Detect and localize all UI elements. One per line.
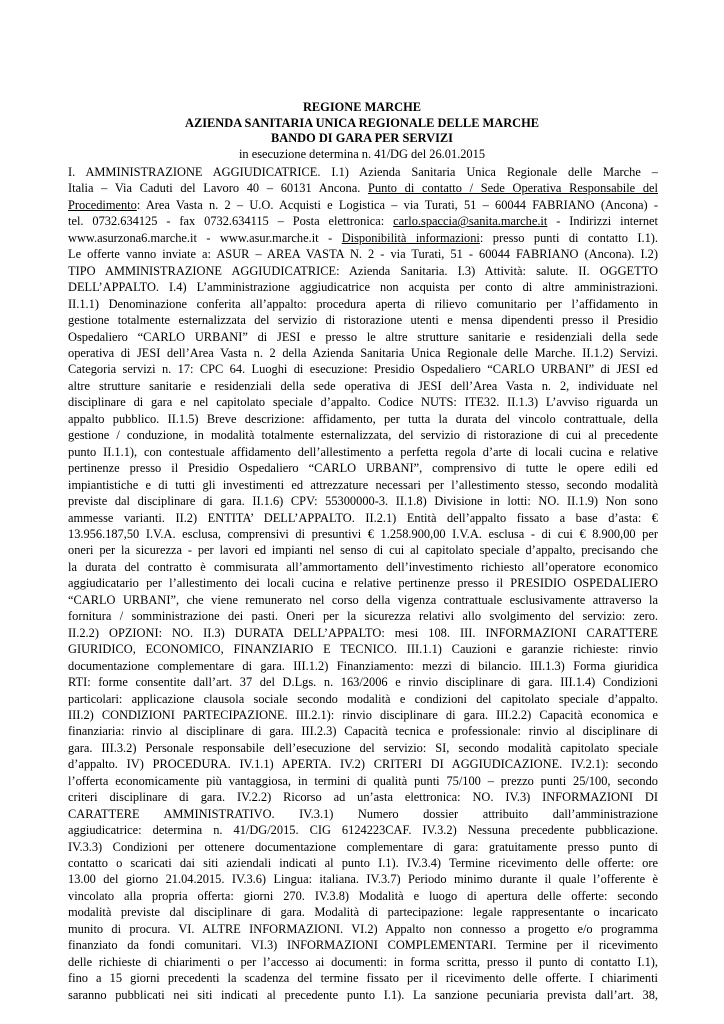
body-text: DELL’APPALTO. I.4) L’amministrazione aggiudicatrice non acquista per conto di altre amministrazioni. bbox=[68, 280, 658, 295]
body-line bbox=[68, 575, 658, 591]
body-text: CARATTERE AMMINISTRATIVO. IV.3.1) Numero dossier attribuito dall’amministrazione bbox=[68, 806, 658, 821]
body-text: contatto o scaricati dai siti aziendali indicati al punto I.1). IV.3.4) Termine ricevimento delle offerte: ore bbox=[68, 856, 658, 871]
body-line bbox=[68, 658, 658, 674]
body-line bbox=[68, 444, 658, 460]
body-line bbox=[68, 197, 658, 213]
body-text: operativa di JESI dell’Area Vasta n. 2 della Azienda Sanitaria Unica Regionale delle Marche. II.1.2) Servizi. bbox=[68, 345, 658, 360]
body-line bbox=[68, 855, 658, 871]
body-line bbox=[68, 427, 658, 443]
body-text: 13.00 del giorno 21.04.2015. IV.3.6) Lingua: italiana. IV.3.7) Periodo minimo durante il quale l’offerente è bbox=[68, 872, 658, 887]
body-text: disciplinare di gara e nel capitolato speciale d’appalto. Codice NUTS: ITE32. II.1.3) L’avviso riguarda un bbox=[68, 395, 658, 410]
body-line bbox=[68, 559, 658, 575]
body-text: fornitura / somministrazione dei pasti. Oneri per la sicurezza relativi allo svolgimento del servizio: zero. bbox=[68, 609, 658, 624]
body-text: punto II.1.1), con contestuale affidamento dell’allestimento a perfetta regola d’arte di locali cucina e relative bbox=[68, 444, 658, 459]
body-text: particolari: applicazione clausola sociale secondo modalità e condizioni del capitolato speciale d’appalto. bbox=[68, 691, 658, 706]
underlined-text: Disponibilità informazioni bbox=[341, 230, 480, 245]
body-text: ammesse varianti. II.2) ENTITA’ DELL’APPALTO. II.2.1) Entità dell’appalto fissato a base d’asta: € bbox=[68, 510, 658, 525]
body-text: tel. 0732.634125 - fax 0732.634115 – Posta elettronica: bbox=[68, 214, 394, 229]
body-line bbox=[68, 296, 658, 312]
body-line bbox=[68, 542, 658, 558]
body-line bbox=[68, 263, 658, 279]
header-agency: AZIENDA SANITARIA UNICA REGIONALE DELLE MARCHE bbox=[185, 115, 539, 130]
body-line bbox=[68, 921, 658, 937]
body-text: modalità previste dal disciplinare di gara. Modalità di partecipazione: legale rappresentante o incaricato bbox=[68, 905, 658, 920]
body-line bbox=[68, 608, 658, 624]
document-body bbox=[68, 164, 658, 1003]
body-text: Italia – Via Caduti del Lavoro 40 – 60131 Ancona. bbox=[68, 181, 369, 196]
body-text: IV.3.3) Condizioni per ottenere documentazione complementare di gara: gratuitamente presso punto di bbox=[68, 839, 658, 854]
body-line bbox=[68, 361, 658, 377]
body-text: vincolato alla propria offerta: giorni 270. IV.3.8) Modalità e luogo di apertura delle offerte: secondo bbox=[68, 888, 658, 903]
body-line bbox=[68, 230, 658, 246]
body-text: previste dal disciplinare di gara. II.1.6) CPV: 55300000-3. II.1.8) Divisione in lotti: NO. II.1.9) Non sono bbox=[68, 494, 658, 509]
body-text: TIPO AMMINISTRAZIONE AGGIUDICATRICE: Azienda Sanitaria. I.3) Attività: salute. II. OGGETTO bbox=[68, 263, 658, 278]
body-text: Le offerte vanno inviate a: ASUR – AREA VASTA N. 2 - via Turati, 51 - 60044 FABRIANO (Ancona). I.2) bbox=[68, 247, 658, 262]
body-text: fino a 15 giorni precedenti la scadenza del termine fissato per il ricevimento delle offerte. I chiarimenti bbox=[68, 971, 658, 986]
body-line bbox=[68, 773, 658, 789]
body-line bbox=[68, 592, 658, 608]
body-line bbox=[68, 756, 658, 772]
body-text: finanziaria: rinvio al disciplinare di gara. III.2.3) Capacità tecnica e professionale: rinvio al disciplinare di bbox=[68, 724, 658, 739]
body-text: l’offerta economicamente più vantaggiosa, in termini di qualità punti 75/100 – prezzo punti 25/100, secondo bbox=[68, 773, 658, 788]
body-text: pertinenze presso il Presidio Ospedaliero “CARLO URBANI”, comprensivo di tutte le opere edili ed bbox=[68, 461, 658, 476]
body-text: d’appalto. IV) PROCEDURA. IV.1.1) APERTA. IV.2) CRITERI DI AGGIUDICAZIONE. IV.2.1): secondo bbox=[68, 757, 658, 772]
body-text: finanziato da fondi comunitari. VI.3) INFORMAZIONI COMPLEMENTARI. Termine per il ricevimento bbox=[68, 938, 658, 953]
body-line bbox=[68, 822, 658, 838]
body-line bbox=[68, 279, 658, 295]
body-line bbox=[68, 180, 658, 196]
body-text: documentazione complementare di gara. III.1.2) Finanziamento: mezzi di bilancio. III.1.3) Forma giuridica bbox=[68, 658, 658, 673]
body-line bbox=[68, 213, 658, 229]
body-line bbox=[68, 937, 658, 953]
body-text: gestione / conduzione, in modalità totalmente esternalizzata, del servizio di ristorazione di cui al precedente bbox=[68, 428, 658, 443]
body-line bbox=[68, 674, 658, 690]
body-text: altre strutture sanitarie e residenziali della sede operativa di JESI dell’Area Vasta n. 2, individuate nel bbox=[68, 378, 658, 393]
body-line bbox=[68, 625, 658, 641]
body-line bbox=[68, 510, 658, 526]
body-text: II.2.2) OPZIONI: NO. II.3) DURATA DELL’APPALTO: mesi 108. III. INFORMAZIONI CARATTERE bbox=[68, 625, 658, 640]
body-text: oneri per la sicurezza - per lavori ed impianti nel senso di cui al capitolato speciale d’appalto, precisando che bbox=[68, 543, 658, 558]
body-text: impiantistiche e di tutti gli investimenti ed attrezzature necessari per l’allestimento stesso, secondo modalità bbox=[68, 477, 658, 492]
body-line bbox=[68, 723, 658, 739]
body-text: munito di procura. VI. ALTRE INFORMAZIONI. VI.2) Appalto non connesso a progetto e/o programma bbox=[68, 921, 658, 936]
body-line bbox=[68, 246, 658, 262]
body-text: I. AMMINISTRAZIONE AGGIUDICATRICE. I.1) Azienda Sanitaria Unica Regionale delle Marche – bbox=[68, 165, 658, 179]
header-notice-title: BANDO DI GARA PER SERVIZI bbox=[270, 131, 453, 146]
body-line bbox=[68, 954, 658, 970]
body-line bbox=[68, 789, 658, 805]
body-line bbox=[68, 641, 658, 657]
body-line bbox=[68, 904, 658, 920]
body-line bbox=[68, 871, 658, 887]
header-determination: in esecuzione determina n. 41/DG del 26.01.2015 bbox=[238, 146, 486, 161]
body-text: gestione totalmente esternalizzata del servizio di ristorazione utenti e mensa dipendenti presso il Presidio bbox=[68, 313, 658, 328]
underlined-text: Punto di contatto / Sede Operativa Responsabile del bbox=[368, 181, 658, 196]
body-text: aggiudicatrice: determina n. 41/DG/2015. CIG 6124223CAF. IV.3.2) Nessuna precedente pubblicazione. bbox=[68, 823, 658, 838]
body-text: GIURIDICO, ECONOMICO, FINANZIARIO E TECNICO. III.1.1) Cauzioni e garanzie richieste: rinvio bbox=[68, 642, 658, 657]
body-line bbox=[68, 477, 658, 493]
body-line bbox=[68, 164, 658, 180]
body-text: la durata del contratto è commisurata all’ammortamento dell’investimento richiesto all’operatore economico bbox=[68, 559, 658, 574]
body-line bbox=[68, 707, 658, 723]
body-text: delle richieste di chiarimenti o per l’accesso ai documenti: in forma scritta, presso il punto di contatto I.1), bbox=[68, 954, 658, 969]
body-line bbox=[68, 806, 658, 822]
body-line bbox=[68, 691, 658, 707]
body-text: www.asurzona6.marche.it - www.asur.marche.it - bbox=[68, 230, 342, 245]
body-line bbox=[68, 378, 658, 394]
body-line bbox=[68, 526, 658, 542]
body-text: aggiudicatario per l’allestimento dei locali cucina e relative pertinenze presso il PRESIDIO OSPEDALIERO bbox=[68, 576, 658, 591]
body-line bbox=[68, 970, 658, 986]
body-line bbox=[68, 411, 658, 427]
body-text: saranno pubblicati nei siti indicati al precedente punto I.1). La sanzione pecuniaria prevista dall’art. 38, bbox=[68, 987, 658, 1002]
body-line bbox=[68, 329, 658, 345]
body-text: gara. III.3.2) Personale responsabile dell’esecuzione del servizio: SI, secondo modalità capitolato speciale bbox=[68, 740, 658, 755]
body-text: 13.956.187,50 I.V.A. esclusa, comprensivi di presuntivi € 1.258.900,00 I.V.A. esclusa - di cui € 8.900,00 per bbox=[68, 526, 658, 541]
body-text: : Area Vasta n. 2 – U.O. Acquisti e Logistica – via Turati, 51 – 60044 FABRIANO (Ancona) - bbox=[136, 197, 658, 212]
underlined-text: Procedimento bbox=[68, 197, 137, 212]
body-line bbox=[68, 394, 658, 410]
body-text: II.1.1) Denominazione conferita all’appalto: procedura aperta di rilievo comunitario per l’affidamento in bbox=[68, 296, 658, 311]
body-line bbox=[68, 740, 658, 756]
body-text: Categoria servizi n. 17: CPC 64. Luoghi di esecuzione: Presidio Ospedaliero “CARLO URBANI” di JESI ed bbox=[68, 362, 658, 377]
body-line bbox=[68, 888, 658, 904]
body-line bbox=[68, 493, 658, 509]
body-line bbox=[68, 345, 658, 361]
body-text: appalto pubblico. II.1.5) Breve descrizione: affidamento, per tutta la durata del vincolo contrattuale, della bbox=[68, 411, 658, 426]
header-region: REGIONE MARCHE bbox=[302, 100, 422, 114]
body-text: : presso punti di contatto I.1). bbox=[479, 230, 658, 245]
body-line bbox=[68, 460, 658, 476]
body-text: - Indirizzi internet bbox=[547, 214, 658, 229]
underlined-text: carlo.spaccia@sanita.marche.it bbox=[393, 214, 548, 229]
body-text: RTI: forme consentite dall’art. 37 del D.Lgs. n. 163/2006 e rinvio disciplinare di gara. III.1.4) Condizioni bbox=[68, 675, 658, 690]
body-text: criteri disciplinare di gara. IV.2.2) Ricorso ad un’asta elettronica: NO. IV.3) INFORMAZIONI DI bbox=[68, 790, 658, 805]
body-text: III.2) CONDIZIONI PARTECIPAZIONE. III.2.1): rinvio disciplinare di gara. III.2.2) Capacità economica e bbox=[68, 707, 658, 722]
body-line bbox=[68, 987, 658, 1003]
body-text: Ospedaliero “CARLO URBANI” di JESI e presso le altre strutture sanitarie e residenziali della sede bbox=[68, 329, 658, 344]
body-line bbox=[68, 839, 658, 855]
body-line bbox=[68, 312, 658, 328]
body-text: “CARLO URBANI”, che viene remunerato nel corso della vigenza contrattuale esclusivamente attraverso la bbox=[68, 592, 658, 607]
document-header bbox=[0, 100, 724, 162]
